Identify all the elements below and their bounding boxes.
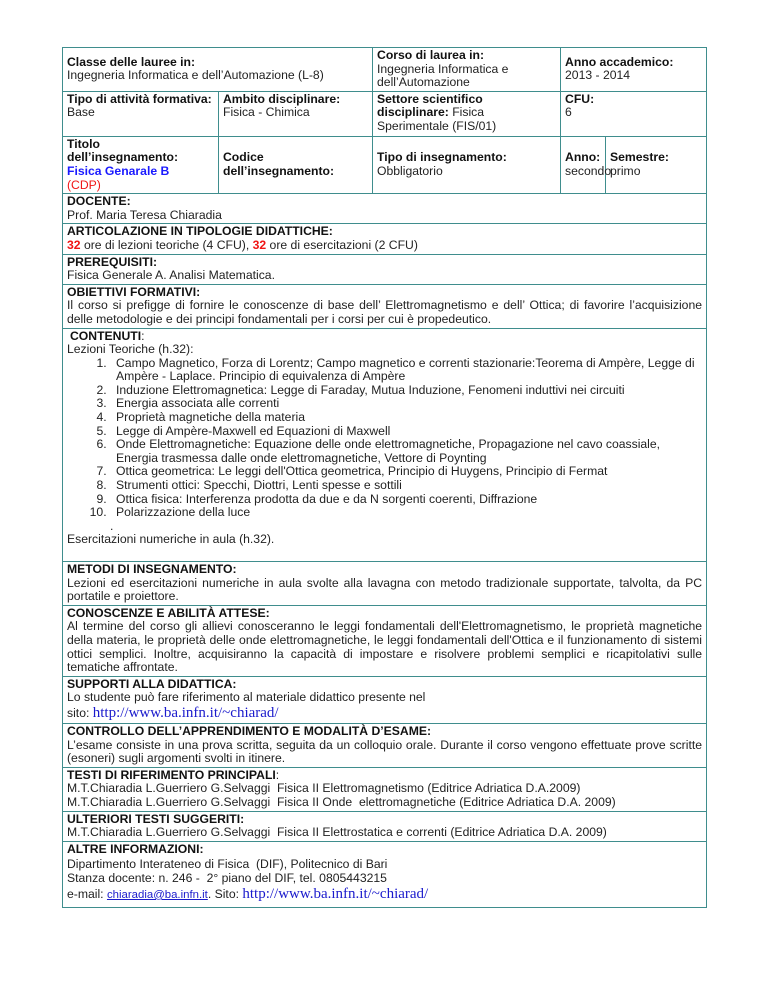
conoscenze-value: Al termine del corso gli allievi conosceranno le leggi fondamentali dell'Elettromagnetismo, le proprietà magnetiche della materia, le proprietà delle onde elettromagnetiche, le leggi fondamentali dell'Ottica e il funzionamento di sistemi ottici semplici. Inoltre, acquisiranno la capacità di impostare e risolvere problemi semplici e ricapitolativi sulle tematiche affrontate. — [67, 619, 703, 675]
supporti-sito — [67, 705, 702, 722]
semestre-label: Semestre: — [610, 150, 669, 165]
contenuti-dot: . — [110, 518, 114, 533]
cell-tipo-attivita — [63, 91, 219, 136]
cfu-label: CFU: — [565, 91, 595, 106]
supporti-line1: Lo studente può fare riferimento al materiale didattico presente nel — [67, 690, 426, 705]
cell-classe — [63, 48, 373, 92]
section-obiettivi — [63, 284, 707, 328]
text-teoria: ore di lezioni teoriche (4 CFU), — [80, 237, 253, 252]
supporti-title: SUPPORTI ALLA DIDATTICA: — [67, 676, 237, 691]
list-item: 1. Campo Magnetico, Forza di Lorentz; Campo magnetico e correnti stazionarie:Teorema di Ampère, Legge di Ampère - Laplace. Principio di equivalenza di Ampère — [110, 357, 702, 384]
email-link[interactable]: chiaradia@ba.infn.it — [106, 888, 208, 901]
supporti-sito-label: sito: — [67, 705, 93, 720]
controllo-title: CONTROLLO DELL’APPRENDIMENTO E MODALITÀ D’ESAME: — [67, 723, 432, 738]
list-item: M.T.Chiaradia L.Guerriero G.Selvaggi Fisica II Elettromagnetismo (Editrice Adriatica D.A.2009) — [67, 781, 581, 796]
contenuti-esercitazioni: Esercitazioni numeriche in aula (h.32). — [67, 532, 275, 547]
metodi-title: METODI DI INSEGNAMENTO: — [67, 562, 237, 576]
cell-settore — [373, 91, 561, 136]
section-testi-principali — [63, 767, 707, 811]
cell-anno-accademico — [561, 48, 707, 92]
cell-codice — [219, 136, 373, 193]
altre-title: ALTRE INFORMAZIONI: — [67, 841, 204, 856]
altre-line2: Stanza docente: n. 246 - 2° piano del DIF, tel. 0805443215 — [67, 871, 387, 886]
corso-value: Ingegneria Informatica e dell’Automazione — [377, 61, 509, 90]
anno-value: secondo — [565, 163, 612, 178]
list-item: 7. Ottica geometrica: Le leggi dell'Ottica geometrica, Principio di Huygens, Principio di Fermat — [110, 465, 702, 479]
section-metodi — [63, 562, 707, 606]
section-testi-suggeriti — [63, 811, 707, 841]
hours-esercitazioni: 32 — [252, 237, 267, 252]
section-articolazione — [63, 224, 707, 254]
cell-ambito — [219, 91, 373, 136]
testi-suggeriti-title: ULTERIORI TESTI SUGGERITI — [67, 811, 241, 826]
prerequisiti-value: Fisica Generale A. Analisi Matematica. — [67, 268, 275, 283]
classe-value: Ingegneria Informatica e dell’Automazione (L-8) — [67, 68, 324, 83]
testi-principali-title: TESTI DI RIFERIMENTO PRINCIPALI — [67, 767, 276, 782]
titolo-value: Fisica Genarale B — [67, 163, 170, 178]
cell-anno — [561, 136, 612, 193]
row-tipo-attivita — [63, 91, 707, 136]
contenuti-list — [67, 357, 702, 520]
list-item: 9. Ottica fisica: Interferenza prodotta da due e da N sorgenti coerenti, Diffrazione — [110, 493, 702, 507]
cell-corso — [373, 48, 561, 92]
tipo-insegnamento-label: Tipo di insegnamento: — [377, 150, 507, 165]
cell-cfu — [561, 91, 707, 136]
list-item: 5. Legge di Ampère-Maxwell ed Equazioni di Maxwell — [110, 425, 702, 439]
tipo-attivita-value: Base — [67, 105, 95, 120]
list-item: M.T.Chiaradia L.Guerriero G.Selvaggi Fisica II Onde elettromagnetiche (Editrice Adriatica D.A. 2009) — [67, 794, 616, 809]
obiettivi-title: OBIETTIVI FORMATIVI: — [67, 284, 201, 299]
tipo-insegnamento-value: Obbligatorio — [377, 163, 443, 178]
list-item: 2. Induzione Elettromagnetica: Legge di Faraday, Mutua Induzione, Fenomeni induttivi nei circuiti — [110, 384, 702, 398]
row-titolo — [63, 136, 707, 193]
codice-label: Codice dell’insegnamento: — [223, 150, 335, 178]
list-item: M.T.Chiaradia L.Guerriero G.Selvaggi Fisica II Elettrostatica e correnti (Editrice Adriatica D.A. 2009) — [67, 825, 607, 840]
cell-tipo-insegnamento — [373, 136, 561, 193]
conoscenze-title: CONOSCENZE E ABILITÀ ATTESE: — [67, 605, 270, 620]
cell-titolo — [63, 136, 219, 193]
semestre-value: primo — [610, 163, 641, 178]
course-info-table — [62, 47, 707, 908]
list-item: 3. Energia associata alle correnti — [110, 397, 702, 411]
settore-value: Fisica Sperimentale (FIS/01) — [377, 105, 497, 133]
titolo-label: Titolo dell’insegnamento: — [67, 136, 179, 165]
articolazione-value — [67, 239, 702, 253]
section-prerequisiti — [63, 254, 707, 284]
section-altre — [63, 841, 707, 907]
section-docente — [63, 194, 707, 224]
prerequisiti-title: PREREQUISITI: — [67, 254, 158, 269]
anno-label: Anno: — [565, 150, 601, 165]
docente-value: Prof. Maria Teresa Chiaradia — [67, 207, 222, 222]
section-conoscenze — [63, 605, 707, 676]
supporti-sito-link[interactable]: http://www.ba.infn.it/~chiarad/ — [92, 704, 279, 721]
corso-label: Corso di laurea in: — [377, 48, 485, 62]
controllo-value: L’esame consiste in una prova scritta, seguita da un colloquio orale. Durante il corso vengono effettuate prove scritte (esoneri) sugli argomenti svolti in itinere. — [67, 737, 703, 766]
titolo-note: (CDP) — [67, 177, 101, 192]
contenuti-heading — [67, 330, 702, 344]
altre-sito-label: . Sito: — [207, 886, 243, 901]
row-classe — [63, 48, 707, 92]
obiettivi-value: Il corso si prefigge di fornire le conoscenze di base dell’ Elettromagnetismo e dell’ Ottica; di favorire l’acquisizione delle metodologie e dei principi fondamentali per i corsi per cui è propedeutico. — [67, 298, 703, 326]
text-esercitazioni: ore di esercitazioni (2 CFU) — [266, 237, 418, 252]
testi-suggeriti-heading — [67, 813, 702, 827]
anno-accademico-label: Anno accademico: — [565, 54, 674, 69]
section-controllo — [63, 723, 707, 767]
testi-suggeriti-colon: : — [240, 811, 245, 826]
list-item: 6. Onde Elettromagnetiche: Equazione delle onde elettromagnetiche, Propagazione nel cavo coassiale, Energia trasmessa dalle onde elettromagnetiche, Vettore di Poynting — [110, 438, 702, 465]
hours-teoria: 32 — [67, 237, 81, 252]
altre-sito-link[interactable]: http://www.ba.infn.it/~chiarad/ — [242, 885, 429, 902]
classe-label: Classe delle lauree in: — [67, 54, 196, 69]
email-label: e-mail: — [67, 886, 107, 901]
list-item: 4. Proprietà magnetiche della materia — [110, 411, 702, 425]
testi-principali-colon: : — [275, 767, 280, 782]
metodi-value: Lezioni ed esercitazioni numeriche in aula svolte alla lavagna con metodo tradizionale supportate, talvolta, da PC portatile e proiettore. — [67, 575, 703, 604]
testi-principali-heading — [67, 769, 702, 783]
course-sheet — [62, 47, 706, 908]
altre-line1: Dipartimento Interateneo di Fisica (DIF), Politecnico di Bari — [67, 857, 388, 872]
list-item: 8. Strumenti ottici: Specchi, Diottri, Lenti spesse e sottili — [110, 479, 702, 493]
list-item: 10. Polarizzazione della luce — [110, 506, 702, 520]
section-supporti — [63, 676, 707, 723]
section-contenuti — [63, 328, 707, 562]
tipo-attivita-label: Tipo di attività formativa: — [67, 91, 212, 106]
docente-title: DOCENTE: — [67, 194, 131, 209]
contenuti-colon: : — [141, 328, 145, 343]
altre-contacts — [67, 886, 702, 904]
cfu-value: 6 — [565, 105, 572, 120]
cell-semestre — [606, 136, 707, 193]
contenuti-title: CONTENUTI — [70, 328, 142, 343]
settore-label: Settore scientifico disciplinare: — [377, 91, 483, 120]
anno-accademico-value: 2013 - 2014 — [565, 68, 631, 83]
articolazione-title: ARTICOLAZIONE IN TIPOLOGIE DIDATTICHE: — [67, 224, 333, 239]
contenuti-intro: Lezioni Teoriche (h.32): — [67, 342, 194, 357]
ambito-value: Fisica - Chimica — [223, 105, 310, 120]
ambito-label: Ambito disciplinare: — [223, 91, 341, 106]
